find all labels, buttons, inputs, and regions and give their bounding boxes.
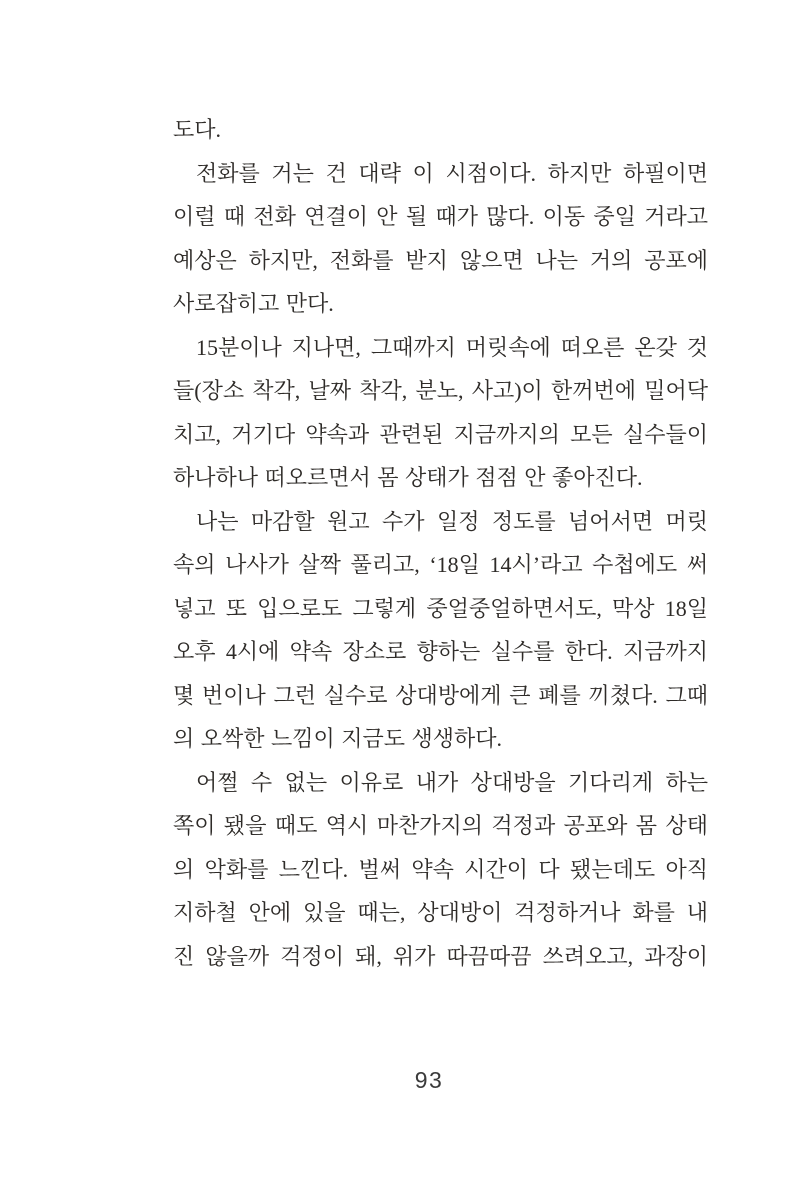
text-line: 의 악화를 느낀다. 벌써 약속 시간이 다 됐는데도 아직 xyxy=(173,856,708,882)
text-line: 어쩔 수 없는 이유로 내가 상대방을 기다리게 하는 xyxy=(196,769,708,795)
text-line: 속의 나사가 살짝 풀리고, ‘18일 14시’라고 수첩에도 써 xyxy=(173,552,708,577)
text-line: 진 않을까 걱정이 돼, 위가 따끔따끔 쓰려오고, 과장이 xyxy=(173,943,708,969)
text-line: 나는 마감할 원고 수가 일정 정도를 넘어서면 머릿 xyxy=(196,508,708,534)
text-line: 15분이나 지나면, 그때까지 머릿속에 떠오른 온갖 것 xyxy=(196,334,708,360)
text-line: 전화를 거는 건 대략 이 시점이다. 하지만 하필이면 xyxy=(196,160,708,186)
text-line: 쪽이 됐을 때도 역시 마찬가지의 걱정과 공포와 몸 상태 xyxy=(173,813,708,838)
text-line: 지하철 안에 있을 때는, 상대방이 걱정하거나 화를 내 xyxy=(173,900,708,925)
text-line: 들(장소 착각, 날짜 착각, 분노, 사고)이 한꺼번에 밀어닥 xyxy=(173,378,708,403)
text-line: 넣고 또 입으로도 그렇게 중얼중얼하면서도, 막상 18일 xyxy=(173,595,708,621)
text-line: 몇 번이나 그런 실수로 상대방에게 큰 폐를 끼쳤다. 그때 xyxy=(173,682,708,708)
text-line: 사로잡히고 만다. xyxy=(173,291,334,316)
text-line: 예상은 하지만, 전화를 받지 않으면 나는 거의 공포에 xyxy=(173,247,708,273)
text-line: 하나하나 떠오르면서 몸 상태가 점점 안 좋아진다. xyxy=(173,465,643,490)
page-number: 93 xyxy=(414,1067,444,1093)
text-line: 의 오싹한 느낌이 지금도 생생하다. xyxy=(173,726,503,751)
body-text-block xyxy=(173,108,708,978)
text-line: 치고, 거기다 약속과 관련된 지금까지의 모든 실수들이 xyxy=(173,421,708,447)
text-line: 오후 4시에 약속 장소로 향하는 실수를 한다. 지금까지 xyxy=(173,639,708,664)
text-line: 이럴 때 전화 연결이 안 될 때가 많다. 이동 중일 거라고 xyxy=(173,204,708,229)
text-line: 도다. xyxy=(173,117,222,142)
